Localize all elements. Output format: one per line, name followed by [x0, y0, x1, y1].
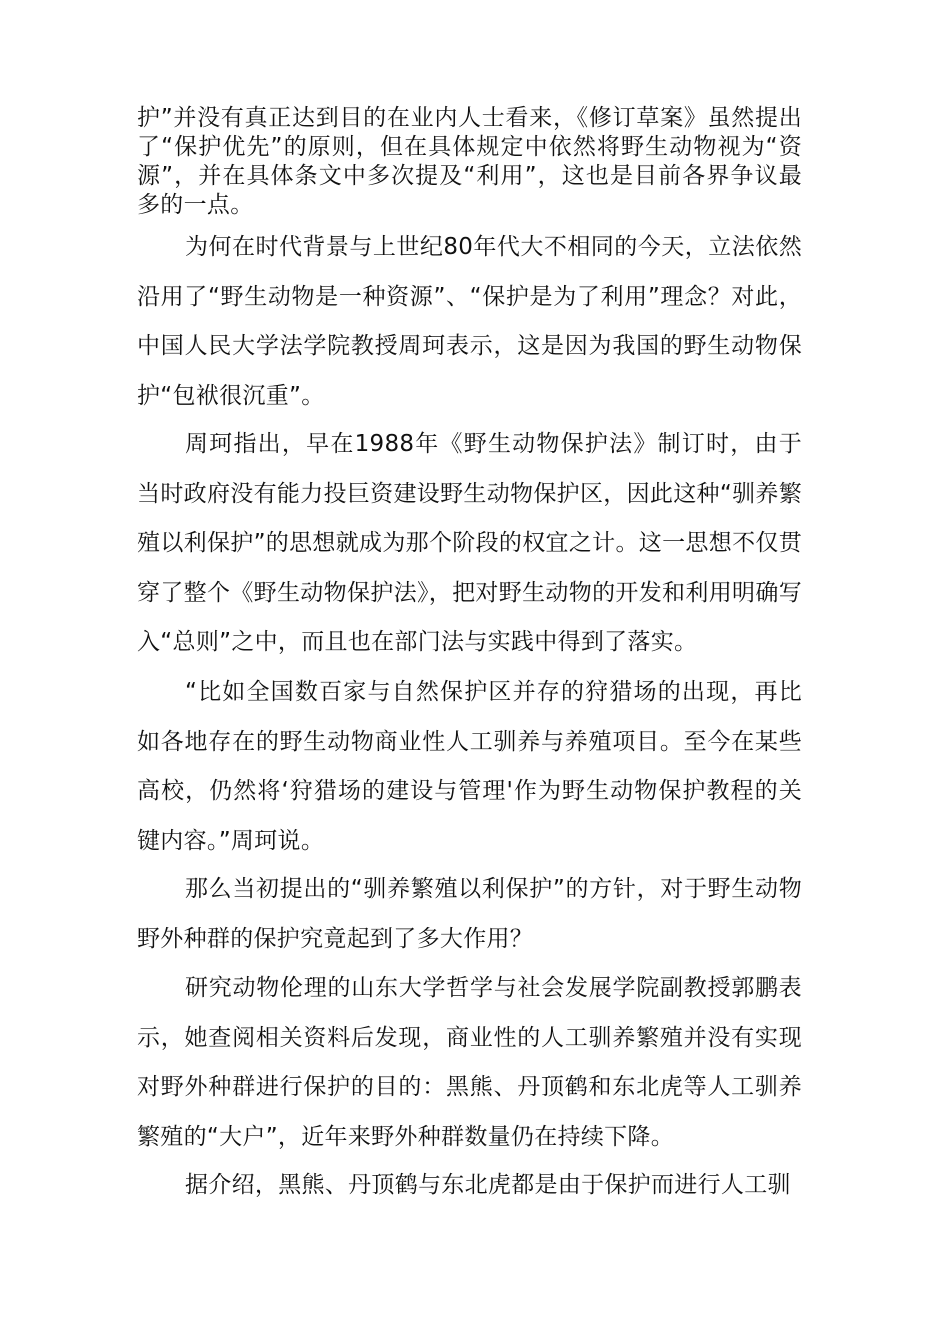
- paragraph-3: 周珂指出，早在1988年《野生动物保护法》制订时，由于当时政府没有能力投巨资建设野生动物保护区，因此这种“驯养繁殖以利保护”的思想就成为那个阶段的权宜之计。这一思想不仅贯穿了整个《野生动物保护法》，把对野生动物的开发和利用明确写入“总则”之中，而且也在部门法与实践中得到了落实。: [137, 431, 802, 655]
- paragraph-4: “比如全国数百家与自然保护区并存的狩猎场的出现，再比如各地存在的野生动物商业性人工驯养与养殖项目。至今在某些高校，仍然将‘狩猎场的建设与管理'作为野生动物保护教程的关键内容。”周珂说。: [137, 679, 802, 854]
- paragraph-7: 据介绍，黑熊、丹顶鹤与东北虎都是由于保护而进行人工驯: [185, 1172, 791, 1198]
- paragraph-5: 那么当初提出的“驯养繁殖以利保护”的方针，对于野生动物野外种群的保护究竟起到了多大作用？: [137, 876, 802, 952]
- paragraph-1: 护”并没有真正达到目的在业内人士看来，《修订草案》虽然提出了“保护优先”的原则，但在具体规定中依然将野生动物视为“资源”，并在具体条文中多次提及“利用”，这也是目前各界争议最多的一点。: [137, 105, 802, 218]
- paragraph-6: 研究动物伦理的山东大学哲学与社会发展学院副教授郭鹏表示，她查阅相关资料后发现，商业性的人工驯养繁殖并没有实现对野外种群进行保护的目的：黑熊、丹顶鹤和东北虎等人工驯养繁殖的“大户”，近年来野外种群数量仍在持续下降。: [137, 975, 802, 1150]
- paragraph-2: 为何在时代背景与上世纪80年代大不相同的今天，立法依然沿用了“野生动物是一种资源”、“保护是为了利用”理念？对此，中国人民大学法学院教授周珂表示，这是因为我国的野生动物保护“包袱很沉重”。: [137, 234, 802, 409]
